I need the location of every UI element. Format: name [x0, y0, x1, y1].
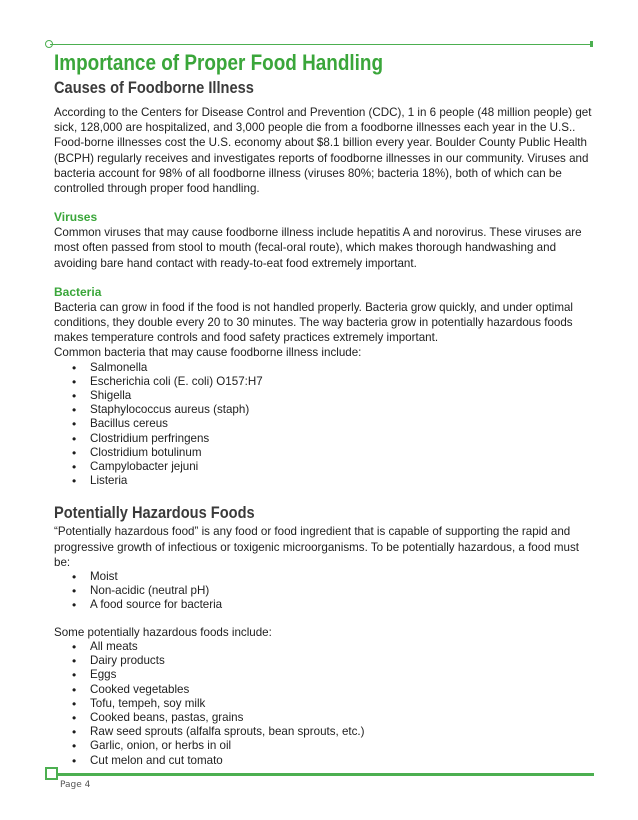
- list-item: • Cut melon and cut tomato: [90, 754, 594, 768]
- viruses-heading: Viruses: [54, 210, 98, 225]
- list-item: • Staphylococcus aureus (staph): [90, 403, 594, 417]
- footer-ornament: [45, 767, 58, 780]
- phf-heading: Potentially Hazardous Foods: [54, 503, 255, 523]
- page-subtitle: Causes of Foodborne Illness: [54, 78, 254, 97]
- list-item: • Escherichia coli (E. coli) O157:H7: [90, 375, 594, 389]
- list-item: • Tofu, tempeh, soy milk: [90, 697, 594, 711]
- list-item: • Shigella: [90, 389, 594, 403]
- list-item: • Dairy products: [90, 654, 594, 668]
- bacteria-list-intro: Common bacteria that may cause foodborne illness include:: [54, 346, 362, 360]
- phf-criteria-list: [54, 570, 594, 613]
- list-item: • All meats: [90, 640, 594, 654]
- list-item: • Raw seed sprouts (alfalfa sprouts, bean sprouts, etc.): [90, 725, 594, 739]
- bacteria-heading: Bacteria: [54, 284, 102, 299]
- bacteria-list: [54, 361, 594, 489]
- list-item: • Eggs: [90, 668, 594, 682]
- page-title: Importance of Proper Food Handling: [54, 50, 384, 75]
- bacteria-paragraph: Bacteria can grow in food if the food is not handled properly. Bacteria grow quickly, and under optimal conditions, they double every 20 to 30 minutes. The way bacteria grow in potentially hazardous foods makes temperature controls and food safety practices extremely important.: [54, 300, 574, 345]
- phf-examples-intro: Some potentially hazardous foods include:: [54, 625, 272, 639]
- list-item: • Clostridium botulinum: [90, 446, 594, 460]
- list-item: • Moist: [90, 570, 594, 584]
- phf-examples-list: [54, 640, 594, 768]
- header-ornament-right: [590, 41, 593, 47]
- list-item: • Garlic, onion, or herbs in oil: [90, 739, 594, 753]
- list-item: • Salmonella: [90, 361, 594, 375]
- phf-paragraph: “Potentially hazardous food” is any food or food ingredient that is capable of supporting the rapid and progressive growth of infectious or toxigenic microorganisms. To be potentially hazardous, a food must be:: [54, 525, 579, 569]
- list-item: • Cooked vegetables: [90, 683, 594, 697]
- footer-rule: [58, 773, 594, 776]
- list-item: • Listeria: [90, 474, 594, 488]
- list-item: • Cooked beans, pastas, grains: [90, 711, 594, 725]
- list-item: • A food source for bacteria: [90, 598, 594, 612]
- page-number: Page 4: [60, 780, 91, 790]
- viruses-paragraph: Common viruses that may cause foodborne illness include hepatitis A and norovirus. These viruses are most often passed from stool to mouth (fecal-oral route), which makes thorough handwashing and avoiding bare hand contact with ready-to-eat food extremely important.: [54, 226, 582, 270]
- list-item: • Non-acidic (neutral pH): [90, 584, 594, 598]
- intro-paragraph: According to the Centers for Disease Control and Prevention (CDC), 1 in 6 people (48 million people) get sick, 128,000 are hospitalized, and 3,000 people die from a foodborne illnesses each year in the U.S.. Food-borne illnesses cost the U.S. economy about $8.1 billion every year. Boulder County Public Health (BCPH) regularly receives and investigates reports of foodborne illnesses in our community. Viruses and bacteria account for 98% of all foodborne illness (viruses 80%; bacteria 18%), both of which can be controlled through proper food handling.: [54, 106, 592, 196]
- list-item: • Clostridium perfringens: [90, 432, 594, 446]
- list-item: • Bacillus cereus: [90, 417, 594, 431]
- list-item: • Campylobacter jejuni: [90, 460, 594, 474]
- page-content: [54, 49, 594, 768]
- header-rule: [50, 44, 592, 45]
